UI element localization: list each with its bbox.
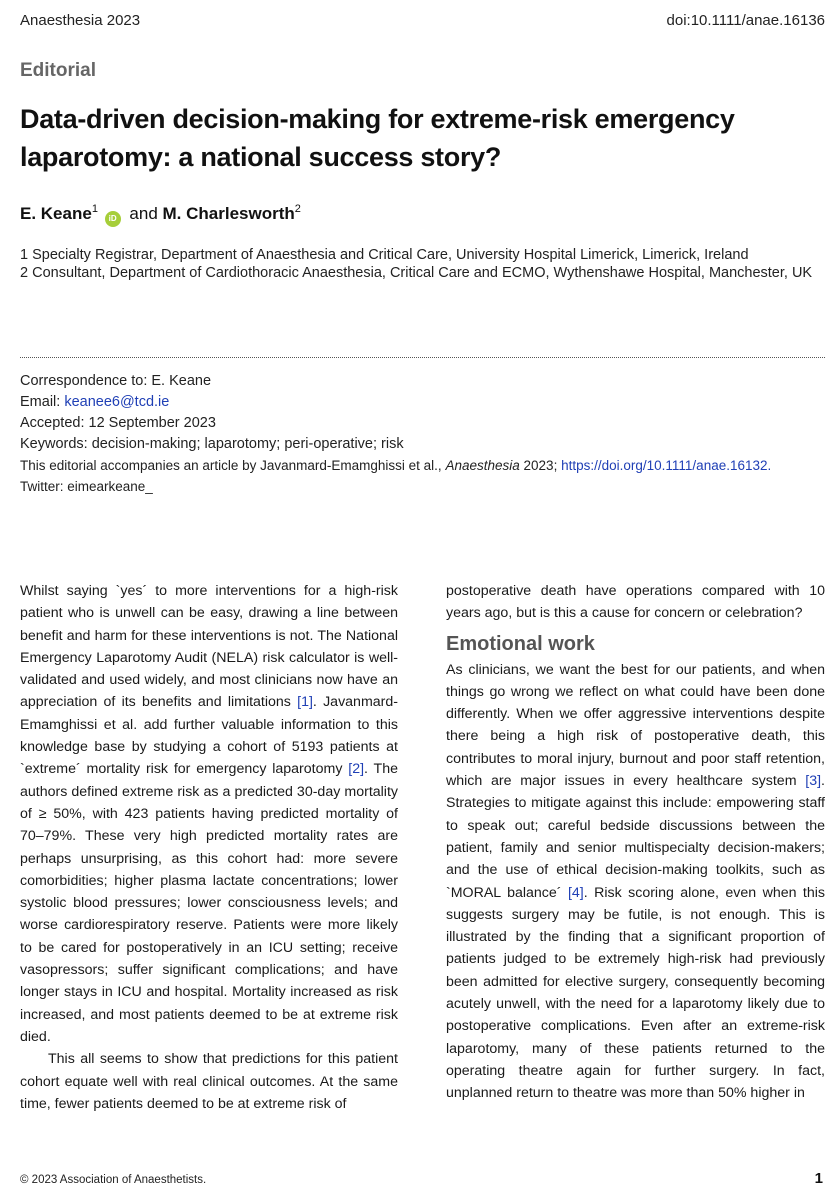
accompany-year: 2023; bbox=[523, 458, 558, 473]
affiliation-2: 2 Consultant, Department of Cardiothoracic Anaesthesia, Critical Care and ECMO, Wythenshawe Hospital, Manchester, UK bbox=[20, 265, 813, 281]
orcid-icon[interactable]: iD bbox=[105, 211, 121, 227]
copyright: © 2023 Association of Anaesthetists. bbox=[20, 1174, 207, 1186]
body-paragraph: This all seems to show that predictions for this patient cohort equate well with real clinical outcomes. At the same time, fewer patients deemed to be at extreme risk of bbox=[20, 1051, 398, 1112]
body-paragraph: postoperative death have operations compared with 10 years ago, but is this a cause for concern or celebration? bbox=[446, 583, 825, 622]
reference-link-2[interactable]: [2] bbox=[348, 761, 365, 778]
body-column-right bbox=[446, 580, 825, 1105]
accompany-doi-link[interactable]: https://doi.org/10.1111/anae.16132. bbox=[561, 458, 772, 473]
author-2-name[interactable]: M. Charlesworth bbox=[162, 204, 295, 223]
reference-link-3[interactable]: [3] bbox=[805, 773, 822, 790]
affiliations bbox=[20, 246, 820, 282]
keywords: Keywords: decision-making; laparotomy; peri-operative; risk bbox=[20, 436, 404, 452]
body-text: . The authors defined extreme risk as a predicted 30-day mortality of ≥ 50%, with 423 patients having predicted mortality of 70–79%. These very high predicted mortality rates are perhaps unsurprising, as this cohort had: more severe comorbidities; higher plasma lactate concentrations; lower systolic blood pressures; lower consciousness levels; and worse cardiorespiratory reserve. Patients were more likely to be cared for postoperatively in an ICU setting; receive vasopressors; suffer significant complications; and have longer stays in ICU and hospital. Mortality increased as risk increased, and most patients deemed to be at extreme risk died. bbox=[20, 761, 398, 1045]
section-label: Editorial bbox=[20, 60, 97, 81]
running-header bbox=[20, 12, 825, 29]
correspondence-line: Correspondence to: E. Keane bbox=[20, 373, 212, 389]
body-text: . Strategies to mitigate against this include: empowering staff to speak out; careful bedside discussions between the patient, family and senior multispecialty decision-makers; and the use of ethical decision-making toolkits, such as `MORAL balance´ bbox=[446, 773, 825, 901]
accompany-text: This editorial accompanies an article by Javanmard-Emamghissi et al., bbox=[20, 458, 442, 473]
body-paragraph bbox=[446, 659, 825, 1105]
correspondence-block bbox=[20, 371, 830, 497]
doi: doi:10.1111/anae.16136 bbox=[666, 12, 825, 29]
author-1-affil-marker: 1 bbox=[91, 203, 98, 215]
email-link[interactable]: keanee6@tcd.ie bbox=[64, 394, 170, 410]
body-column-left bbox=[20, 580, 398, 1115]
reference-link-4[interactable]: [4] bbox=[567, 884, 584, 901]
email-label: Email: bbox=[20, 394, 61, 410]
author-list bbox=[20, 203, 301, 227]
accompanying-article-note bbox=[20, 455, 830, 476]
section-heading: Emotional work bbox=[446, 632, 595, 655]
accepted-date: Accepted: 12 September 2023 bbox=[20, 415, 216, 431]
body-paragraph bbox=[20, 580, 398, 1048]
article-title: Data-driven decision-making for extreme-risk emergency laparotomy: a national success story? bbox=[20, 104, 735, 172]
body-text: Whilst saying `yes´ to more interventions for a high-risk patient who is unwell can be easy, drawing a line between benefit and harm for these interventions is not. The National Emergency Laparotomy Audit (NELA) risk calculator is well-validated and used widely, and most clinicians now have an appreciation of its benefits and limitations bbox=[20, 583, 398, 711]
accompany-journal: Anaesthesia bbox=[445, 458, 520, 473]
dotted-divider bbox=[20, 357, 825, 358]
journal-name: Anaesthesia 2023 bbox=[20, 12, 141, 29]
body-text: . Javanmard-Emamghissi et al. add further valuable information to this knowledge base by studying a cohort of 5193 patients at `extreme´ mortality risk for emergency laparotomy bbox=[20, 694, 398, 778]
reference-link-1[interactable]: [1] bbox=[297, 694, 313, 711]
email-line bbox=[20, 392, 830, 413]
author-1-name[interactable]: E. Keane bbox=[20, 204, 92, 223]
author-conjunction: and bbox=[129, 204, 158, 223]
body-text: . Risk scoring alone, even when this suggests surgery may be futile, is not enough. This is illustrated by the finding that a significant proportion of patients judged to be extremely high-risk had previously been admitted for elective surgery, consequently becoming acutely unwell, with the need for a laparotomy likely due to postoperative complications. Even after an extreme-risk laparotomy, many of these patients returned to the operating theatre again for further surgery. In fact, unplanned return to theatre was more than 50% higher in bbox=[446, 884, 826, 1102]
author-2-affil-marker: 2 bbox=[294, 203, 301, 215]
body-text: As clinicians, we want the best for our patients, and when things go wrong we reflect on what could have been done differently. When we offer aggressive interventions despite there being a high risk of postoperative death, this contributes to moral injury, burnout and poor staff retention, which are major issues in every healthcare system bbox=[446, 661, 825, 790]
page-number: 1 bbox=[814, 1170, 823, 1187]
twitter-handle: Twitter: eimearkeane_ bbox=[20, 479, 153, 494]
affiliation-1: 1 Specialty Registrar, Department of Anaesthesia and Critical Care, University Hospital Limerick, Limerick, Ireland bbox=[20, 247, 749, 263]
